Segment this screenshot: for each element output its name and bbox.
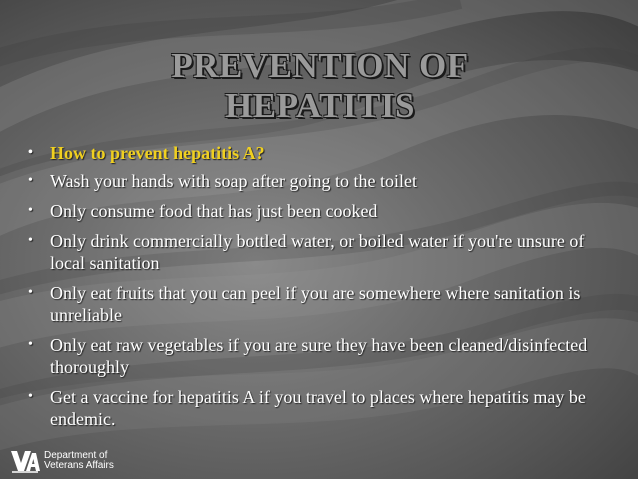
bullet-text: Only consume food that has just been cooked (50, 201, 378, 221)
bullet-item-question (28, 142, 598, 164)
bullet-icon: • (28, 389, 33, 404)
bullet-icon: • (28, 173, 33, 188)
bullet-text: Wash your hands with soap after going to the toilet (50, 171, 417, 191)
bullet-text: Only drink commercially bottled water, or boiled water if you're unsure of local sanitation (50, 231, 585, 273)
bullet-text: How to prevent hepatitis A? (50, 143, 265, 163)
bullet-icon: • (28, 203, 33, 218)
va-logo-text (44, 451, 114, 471)
bullet-text: Get a vaccine for hepatitis A if you travel to places where hepatitis may be endemic. (50, 387, 586, 429)
va-logo-line-2: Veterans Affairs (44, 460, 114, 471)
bullet-text: Only eat raw vegetables if you are sure they have been cleaned/disinfected thoroughly (50, 335, 588, 377)
bullet-text: Only eat fruits that you can peel if you are somewhere where sanitation is unreliable (50, 283, 581, 325)
slide-title (60, 46, 580, 126)
bullet-item (28, 230, 598, 274)
bullet-list (28, 142, 598, 438)
va-logo (10, 446, 150, 476)
va-logo-icon (10, 448, 40, 474)
bullet-icon: • (28, 337, 33, 352)
bullet-item (28, 282, 598, 326)
bullet-item (28, 200, 598, 222)
bullet-icon: • (28, 285, 33, 300)
bullet-icon: • (28, 145, 33, 160)
va-logo-line-1: Department of (44, 450, 108, 461)
bullet-item (28, 334, 598, 378)
title-line-2: HEPATITIS (225, 86, 415, 125)
bullet-icon: • (28, 233, 33, 248)
title-line-1: PREVENTION OF (171, 46, 469, 85)
bullet-item (28, 170, 598, 192)
bullet-item (28, 386, 598, 430)
